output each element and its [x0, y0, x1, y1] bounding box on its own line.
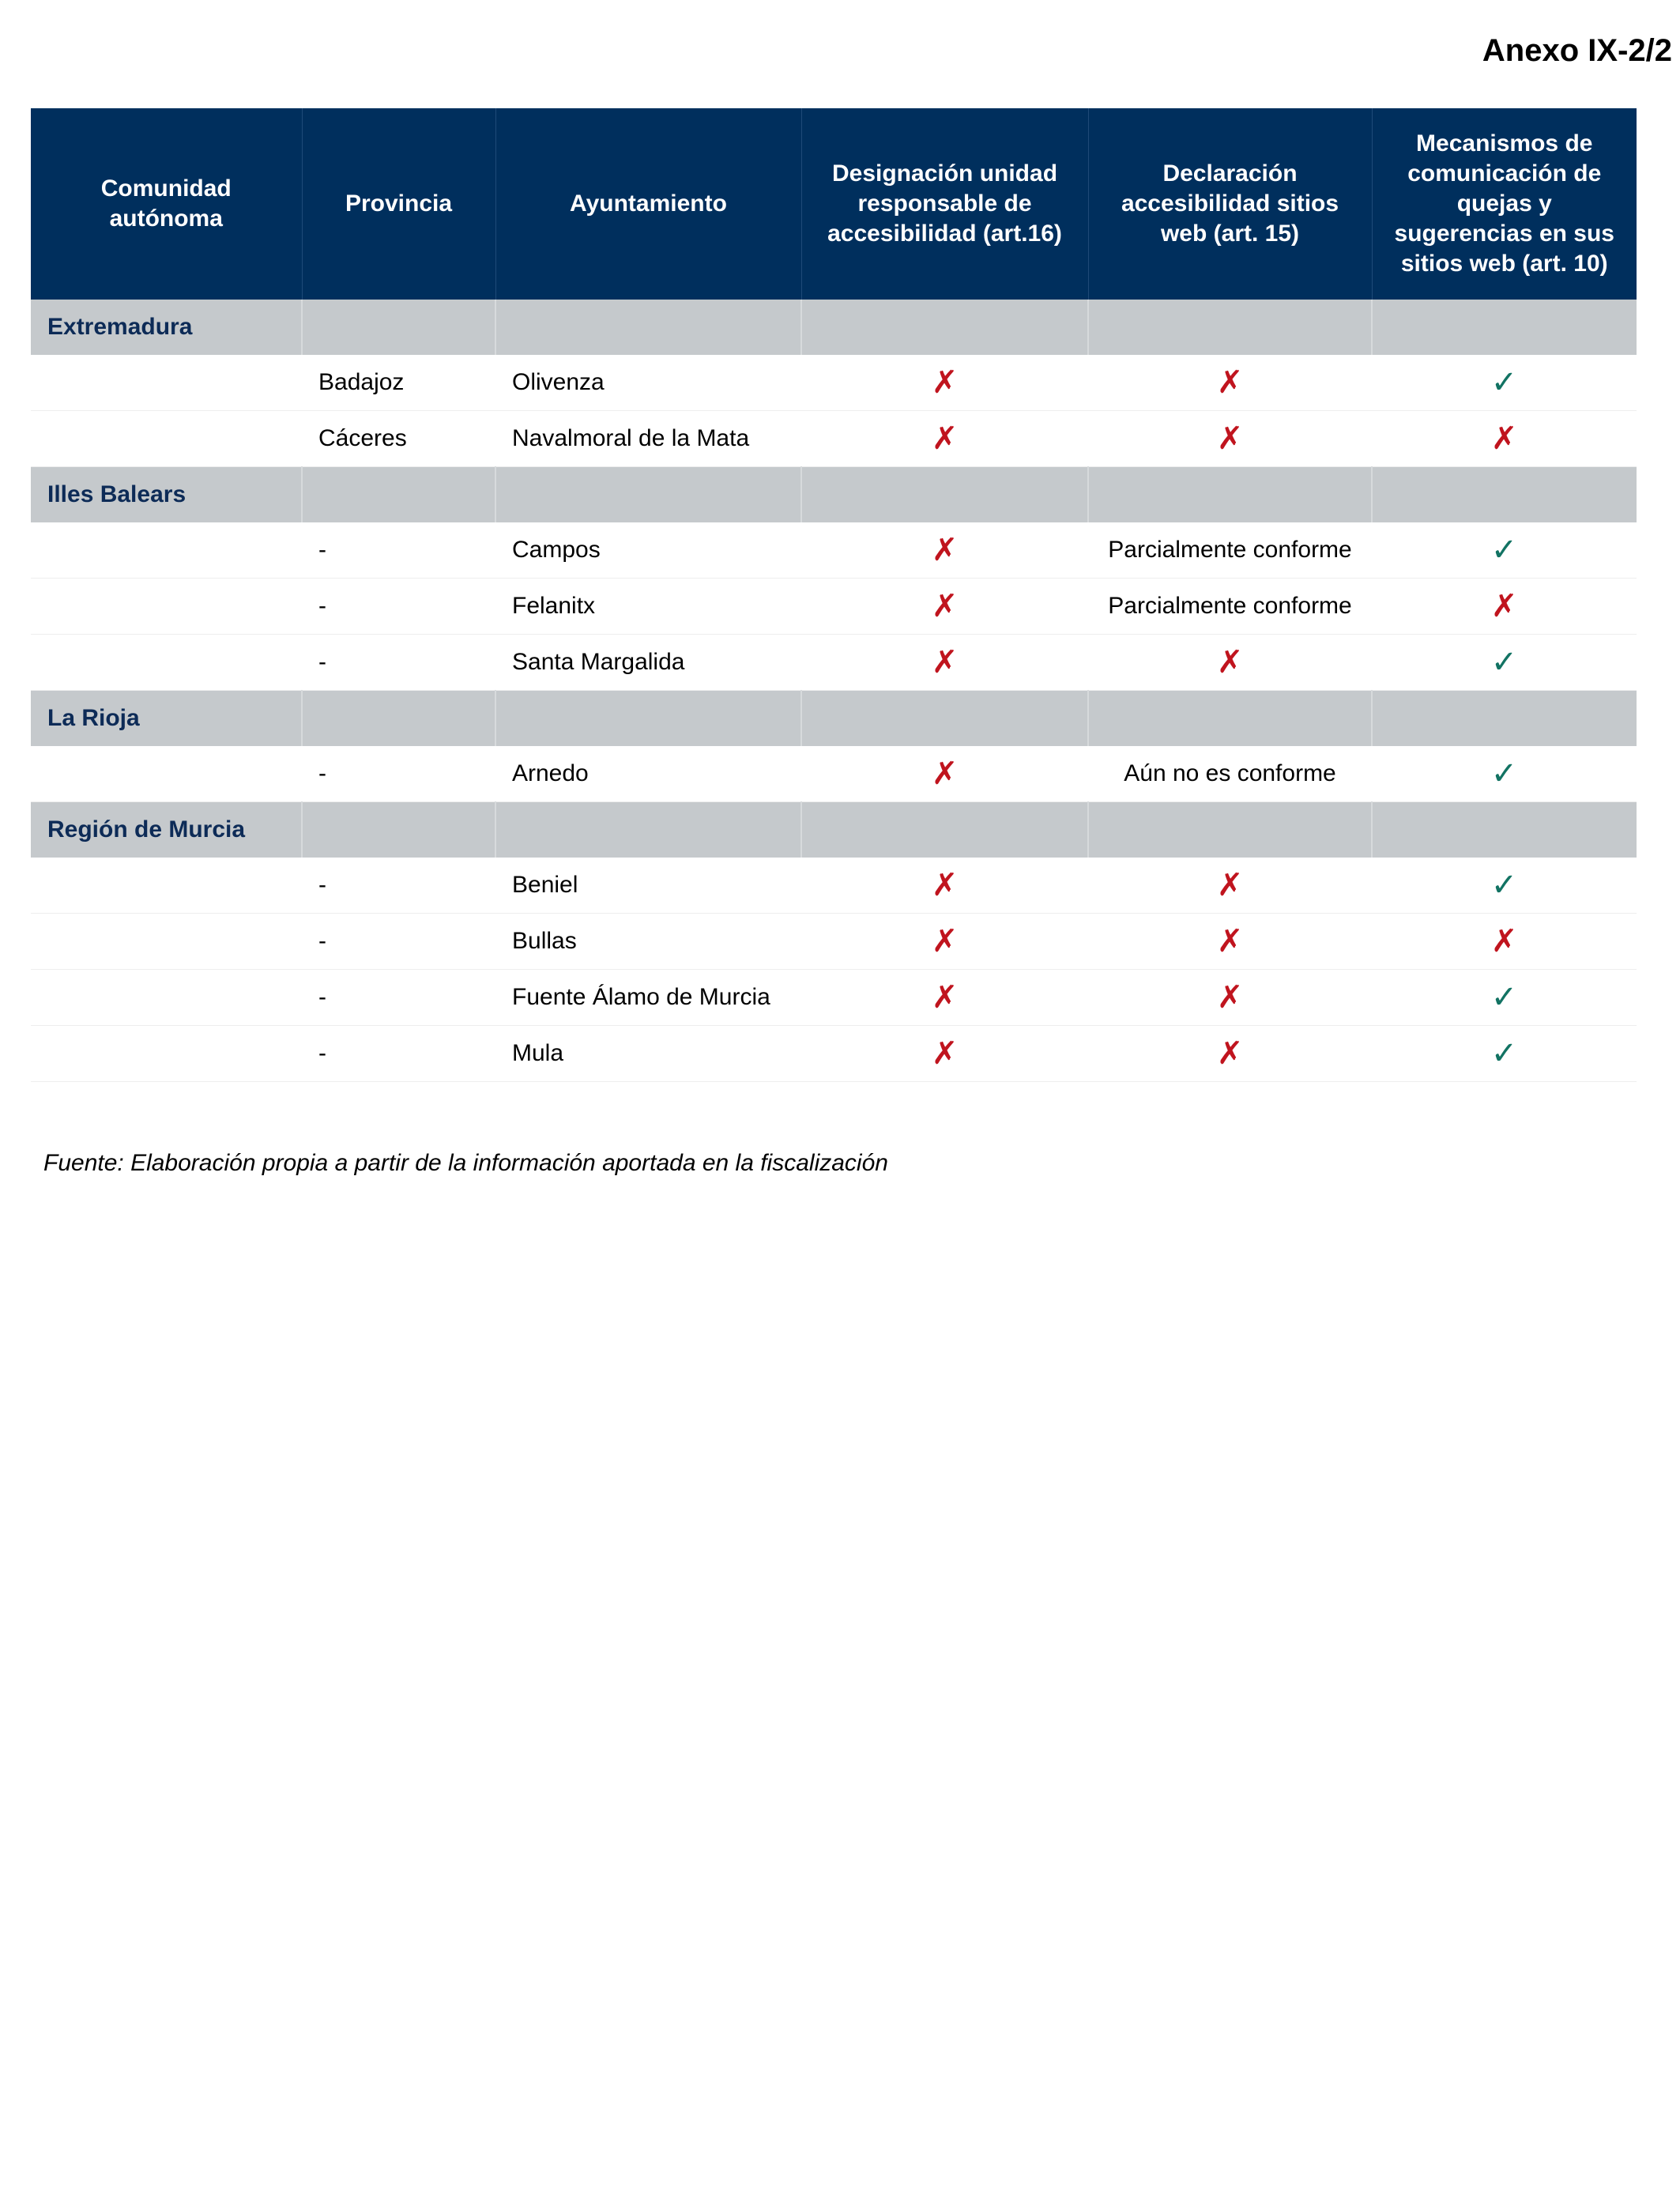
- declaracion-cell: [1088, 914, 1372, 970]
- provincia-cell: Cáceres: [302, 411, 495, 467]
- table-row: [31, 858, 1637, 914]
- comunidad-cell: [31, 1026, 302, 1082]
- ayuntamiento-cell: Felanitx: [495, 579, 801, 635]
- header-comunidad: Comunidad autónoma: [31, 108, 302, 300]
- provincia-cell: -: [302, 1026, 495, 1082]
- declaracion-cell: Parcialmente conforme: [1088, 579, 1372, 635]
- mecanismos-cell: [1372, 411, 1637, 467]
- comunidad-cell: [31, 914, 302, 970]
- header-declaracion: Declaración accesibilidad sitios web (art. 15): [1088, 108, 1372, 300]
- group-empty-cell: [302, 802, 495, 858]
- group-empty-cell: [1372, 802, 1637, 858]
- declaracion-cell: [1088, 1026, 1372, 1082]
- check-icon: ✓: [1490, 1035, 1518, 1071]
- table-row: [31, 970, 1637, 1026]
- group-empty-cell: [495, 691, 801, 747]
- declaracion-cell: [1088, 411, 1372, 467]
- group-name: Illes Balears: [31, 467, 302, 523]
- cross-icon: ✗: [1216, 867, 1244, 903]
- comunidad-cell: [31, 522, 302, 579]
- designacion-cell: [801, 411, 1088, 467]
- comunidad-cell: [31, 411, 302, 467]
- cross-icon: ✗: [931, 420, 959, 456]
- table-row: [31, 522, 1637, 579]
- group-empty-cell: [495, 802, 801, 858]
- mecanismos-cell: [1372, 914, 1637, 970]
- cross-icon: ✗: [1216, 923, 1244, 959]
- cross-icon: ✗: [931, 588, 959, 624]
- cross-icon: ✗: [931, 644, 959, 680]
- table-row: [31, 1026, 1637, 1082]
- header-ayuntamiento: Ayuntamiento: [495, 108, 801, 300]
- check-icon: ✓: [1490, 644, 1518, 680]
- cross-icon: ✗: [931, 867, 959, 903]
- cross-icon: ✗: [1216, 1035, 1244, 1071]
- group-empty-cell: [302, 691, 495, 747]
- group-empty-cell: [1372, 467, 1637, 523]
- provincia-cell: -: [302, 522, 495, 579]
- designacion-cell: [801, 1026, 1088, 1082]
- ayuntamiento-cell: Arnedo: [495, 746, 801, 802]
- mecanismos-cell: [1372, 970, 1637, 1026]
- group-name: Extremadura: [31, 300, 302, 355]
- designacion-cell: [801, 635, 1088, 691]
- ayuntamiento-cell: Mula: [495, 1026, 801, 1082]
- table-row: [31, 746, 1637, 802]
- group-empty-cell: [801, 802, 1088, 858]
- group-empty-cell: [801, 467, 1088, 523]
- cross-icon: ✗: [1490, 420, 1518, 456]
- cross-icon: ✗: [1216, 364, 1244, 400]
- group-name: Región de Murcia: [31, 802, 302, 858]
- header-mecanismos: Mecanismos de comunicación de quejas y sugerencias en sus sitios web (art. 10): [1372, 108, 1637, 300]
- group-row: [31, 691, 1637, 747]
- group-empty-cell: [1088, 300, 1372, 355]
- mecanismos-cell: [1372, 1026, 1637, 1082]
- comunidad-cell: [31, 635, 302, 691]
- table-row: [31, 411, 1637, 467]
- mecanismos-cell: [1372, 635, 1637, 691]
- check-icon: ✓: [1490, 867, 1518, 903]
- table-row: [31, 355, 1637, 411]
- declaracion-cell: [1088, 858, 1372, 914]
- ayuntamiento-cell: Bullas: [495, 914, 801, 970]
- accessibility-table: [31, 108, 1637, 1082]
- group-row: [31, 802, 1637, 858]
- group-empty-cell: [801, 691, 1088, 747]
- header-provincia: Provincia: [302, 108, 495, 300]
- declaracion-cell: [1088, 635, 1372, 691]
- cross-icon: ✗: [931, 364, 959, 400]
- designacion-cell: [801, 522, 1088, 579]
- group-empty-cell: [302, 300, 495, 355]
- cross-icon: ✗: [1490, 923, 1518, 959]
- provincia-cell: -: [302, 858, 495, 914]
- group-empty-cell: [1372, 300, 1637, 355]
- cross-icon: ✗: [1216, 420, 1244, 456]
- provincia-cell: -: [302, 579, 495, 635]
- mecanismos-cell: [1372, 522, 1637, 579]
- ayuntamiento-cell: Beniel: [495, 858, 801, 914]
- cross-icon: ✗: [931, 756, 959, 791]
- cross-icon: ✗: [931, 532, 959, 567]
- designacion-cell: [801, 746, 1088, 802]
- ayuntamiento-cell: Campos: [495, 522, 801, 579]
- group-empty-cell: [495, 467, 801, 523]
- declaracion-cell: [1088, 355, 1372, 411]
- table-body: [31, 300, 1637, 1082]
- cross-icon: ✗: [931, 1035, 959, 1071]
- group-empty-cell: [495, 300, 801, 355]
- table-header: [31, 108, 1637, 300]
- provincia-cell: Badajoz: [302, 355, 495, 411]
- check-icon: ✓: [1490, 756, 1518, 791]
- comunidad-cell: [31, 746, 302, 802]
- comunidad-cell: [31, 858, 302, 914]
- group-name: La Rioja: [31, 691, 302, 747]
- declaracion-cell: [1088, 970, 1372, 1026]
- cross-icon: ✗: [931, 923, 959, 959]
- group-empty-cell: [302, 467, 495, 523]
- cross-icon: ✗: [1490, 588, 1518, 624]
- mecanismos-cell: [1372, 579, 1637, 635]
- provincia-cell: -: [302, 970, 495, 1026]
- cross-icon: ✗: [1216, 644, 1244, 680]
- group-empty-cell: [1088, 691, 1372, 747]
- table-row: [31, 579, 1637, 635]
- mecanismos-cell: [1372, 858, 1637, 914]
- ayuntamiento-cell: Santa Margalida: [495, 635, 801, 691]
- check-icon: ✓: [1490, 532, 1518, 567]
- group-row: [31, 467, 1637, 523]
- ayuntamiento-cell: Navalmoral de la Mata: [495, 411, 801, 467]
- source-note: Fuente: Elaboración propia a partir de la información aportada en la fiscalización: [43, 1150, 888, 1176]
- designacion-cell: [801, 355, 1088, 411]
- comunidad-cell: [31, 970, 302, 1026]
- group-empty-cell: [1088, 802, 1372, 858]
- comunidad-cell: [31, 579, 302, 635]
- declaracion-cell: Parcialmente conforme: [1088, 522, 1372, 579]
- header-designacion: Designación unidad responsable de accesibilidad (art.16): [801, 108, 1088, 300]
- check-icon: ✓: [1490, 364, 1518, 400]
- declaracion-cell: Aún no es conforme: [1088, 746, 1372, 802]
- ayuntamiento-cell: Olivenza: [495, 355, 801, 411]
- annex-label: Anexo IX-2/2: [1482, 33, 1672, 68]
- group-empty-cell: [801, 300, 1088, 355]
- provincia-cell: -: [302, 914, 495, 970]
- cross-icon: ✗: [1216, 979, 1244, 1015]
- check-icon: ✓: [1490, 979, 1518, 1015]
- group-empty-cell: [1088, 467, 1372, 523]
- group-row: [31, 300, 1637, 355]
- mecanismos-cell: [1372, 355, 1637, 411]
- designacion-cell: [801, 914, 1088, 970]
- table-row: [31, 635, 1637, 691]
- designacion-cell: [801, 858, 1088, 914]
- designacion-cell: [801, 970, 1088, 1026]
- provincia-cell: -: [302, 746, 495, 802]
- designacion-cell: [801, 579, 1088, 635]
- provincia-cell: -: [302, 635, 495, 691]
- cross-icon: ✗: [931, 979, 959, 1015]
- ayuntamiento-cell: Fuente Álamo de Murcia: [495, 970, 801, 1026]
- group-empty-cell: [1372, 691, 1637, 747]
- comunidad-cell: [31, 355, 302, 411]
- mecanismos-cell: [1372, 746, 1637, 802]
- table-row: [31, 914, 1637, 970]
